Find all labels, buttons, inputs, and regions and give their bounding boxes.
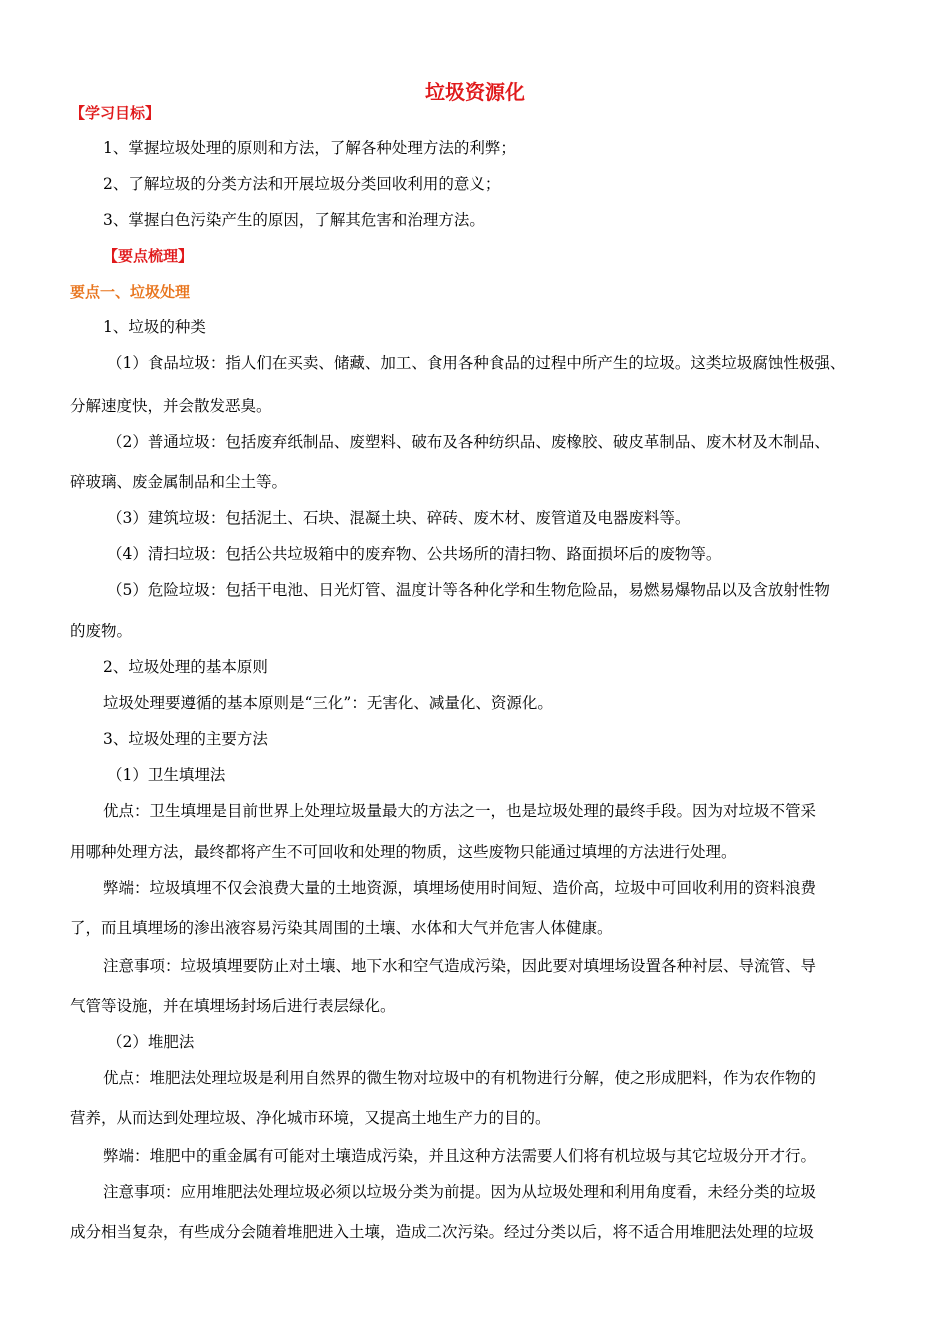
subsection-heading: 3、垃圾处理的主要方法 bbox=[103, 730, 268, 748]
paragraph-line: 气管等设施，并在填埋场封场后进行表层绿化。 bbox=[70, 997, 396, 1015]
paragraph-line: 营养，从而达到处理垃圾、净化城市环境，又提高土地生产力的目的。 bbox=[70, 1109, 551, 1127]
paragraph-line: 弊端：堆肥中的重金属有可能对土壤造成污染，并且这种方法需要人们将有机垃圾与其它垃圾分开才行。 bbox=[103, 1147, 817, 1165]
learning-goal-item: 1、掌握垃圾处理的原则和方法，了解各种处理方法的利弊； bbox=[103, 139, 516, 157]
paragraph-line: 优点：卫生填埋是目前世界上处理垃圾量最大的方法之一，也是垃圾处理的最终手段。因为对垃圾不管采 bbox=[103, 802, 817, 820]
paragraph-line: （3）建筑垃圾：包括泥土、石块、混凝土块、碎砖、废木材、废管道及电器废料等。 bbox=[107, 509, 691, 527]
key-points-heading: 【要点梳理】 bbox=[103, 247, 194, 265]
paragraph-line: 优点：堆肥法处理垃圾是利用自然界的微生物对垃圾中的有机物进行分解，使之形成肥料，作为农作物的 bbox=[103, 1069, 817, 1087]
paragraph-line: 注意事项：垃圾填埋要防止对土壤、地下水和空气造成污染，因此要对填埋场设置各种衬层、导流管、导 bbox=[103, 957, 817, 975]
method-heading: （2）堆肥法 bbox=[107, 1033, 195, 1051]
paragraph-line: 垃圾处理要遵循的基本原则是“三化”：无害化、减量化、资源化。 bbox=[103, 694, 553, 712]
document-title: 垃圾资源化 bbox=[425, 80, 525, 104]
paragraph-line: 用哪种处理方法，最终都将产生不可回收和处理的物质，这些废物只能通过填埋的方法进行处理。 bbox=[70, 843, 737, 861]
paragraph-line: 的废物。 bbox=[70, 622, 133, 640]
paragraph-line: （4）清扫垃圾：包括公共垃圾箱中的废弃物、公共场所的清扫物、路面损坏后的废物等。 bbox=[107, 545, 722, 563]
method-heading: （1）卫生填埋法 bbox=[107, 766, 226, 784]
paragraph-line: （5）危险垃圾：包括干电池、日光灯管、温度计等各种化学和生物危险品，易燃易爆物品以及含放射性物 bbox=[107, 581, 830, 599]
subsection-heading: 1、垃圾的种类 bbox=[103, 318, 206, 336]
learning-goal-item: 3、掌握白色污染产生的原因，了解其危害和治理方法。 bbox=[103, 211, 485, 229]
paragraph-line: 注意事项：应用堆肥法处理垃圾必须以垃圾分类为前提。因为从垃圾处理和利用角度看，未经分类的垃圾 bbox=[103, 1183, 817, 1201]
section-heading: 要点一、垃圾处理 bbox=[70, 283, 191, 301]
learning-goals-heading: 【学习目标】 bbox=[70, 104, 161, 122]
paragraph-line: 弊端：垃圾填埋不仅会浪费大量的土地资源，填埋场使用时间短、造价高，垃圾中可回收利用的资料浪费 bbox=[103, 879, 817, 897]
paragraph-line: 碎玻璃、废金属制品和尘土等。 bbox=[70, 473, 288, 491]
learning-goal-item: 2、了解垃圾的分类方法和开展垃圾分类回收利用的意义； bbox=[103, 175, 501, 193]
paragraph-line: （2）普通垃圾：包括废弃纸制品、废塑料、破布及各种纺织品、废橡胶、破皮革制品、废木材及木制品、 bbox=[107, 433, 830, 451]
paragraph-line: 分解速度快，并会散发恶臭。 bbox=[70, 397, 272, 415]
paragraph-line: （1）食品垃圾：指人们在买卖、储藏、加工、食用各种食品的过程中所产生的垃圾。这类垃圾腐蚀性极强、 bbox=[107, 354, 846, 372]
paragraph-line: 成分相当复杂，有些成分会随着堆肥进入土壤，造成二次污染。经过分类以后，将不适合用堆肥法处理的垃圾 bbox=[70, 1223, 815, 1241]
paragraph-line: 了，而且填埋场的渗出液容易污染其周围的土壤、水体和大气并危害人体健康。 bbox=[70, 919, 613, 937]
subsection-heading: 2、垃圾处理的基本原则 bbox=[103, 658, 268, 676]
